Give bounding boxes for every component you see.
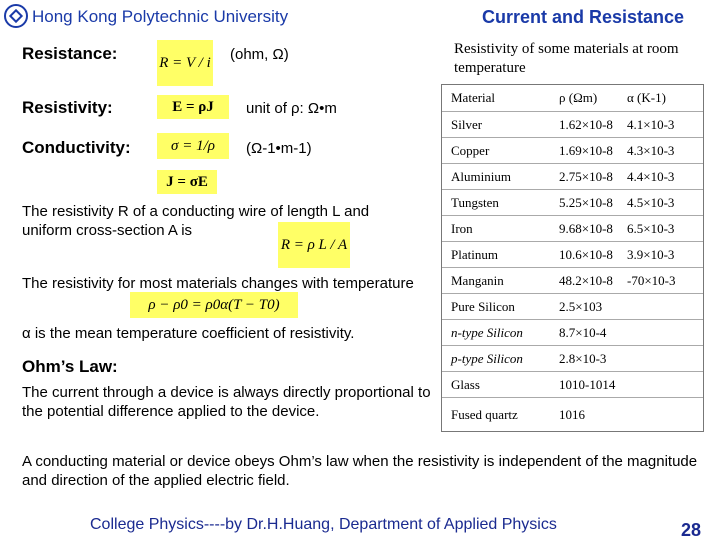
resistivity-value: 1016 [559, 407, 585, 422]
material-name: Silver [451, 117, 483, 132]
material-name: Manganin [451, 273, 504, 288]
resistivity-value: 5.25×10-8 [559, 195, 613, 210]
conductivity-unit: (Ω-1•m-1) [246, 140, 312, 157]
table-row [442, 345, 703, 372]
alpha-text: α is the mean temperature coefficient of resistivity. [22, 325, 355, 342]
alpha-value: 4.5×10-3 [627, 195, 675, 210]
resistivity-value: 2.8×10-3 [559, 351, 607, 366]
material-name: p-type Silicon [451, 351, 523, 366]
resistance-equation: R = V / i [157, 40, 213, 86]
table-row [442, 137, 703, 164]
alpha-value: 4.1×10-3 [627, 117, 675, 132]
wire-resistance-text: The resistivity R of a conducting wire of length L and uniform cross-section A is [22, 203, 370, 239]
alpha-value: 4.4×10-3 [627, 169, 675, 184]
resistivity-value: 8.7×10-4 [559, 325, 607, 340]
page-number: 28 [681, 520, 702, 540]
table-caption: Resistivity of some materials at room temperature [454, 41, 679, 76]
wire-resistance-equation: R = ρ L / A [278, 222, 350, 268]
table-row [442, 319, 703, 346]
material-name: Copper [451, 143, 490, 158]
resistivity-equation: E = ρJ [157, 95, 229, 119]
alpha-value: 6.5×10-3 [627, 221, 675, 236]
resistivity-value: 48.2×10-8 [559, 273, 613, 288]
material-name: Aluminium [451, 169, 511, 184]
alpha-value: -70×10-3 [627, 273, 676, 288]
ohms-law-paragraph-2: A conducting material or device obeys Ohm’s law when the resistivity is independent of the magnitude and direction of the applied electric field. [22, 453, 698, 489]
table-row [442, 371, 703, 398]
table-row [442, 241, 703, 268]
material-name: Pure Silicon [451, 299, 515, 314]
table-row [442, 293, 703, 320]
conductivity-equation: σ = 1/ρ [157, 133, 229, 159]
ohms-law-title: Ohm’s Law: [22, 357, 118, 376]
alpha-value: 4.3×10-3 [627, 143, 675, 158]
header-alpha: α (K-1) [627, 90, 666, 105]
table-row [442, 163, 703, 190]
temperature-equation: ρ − ρ0 = ρ0α(T − T0) [130, 292, 298, 318]
conductivity-label: Conductivity: [22, 138, 131, 157]
material-name: Iron [451, 221, 473, 236]
material-name: Fused quartz [451, 407, 518, 422]
material-name: Glass [451, 377, 480, 392]
resistivity-value: 9.68×10-8 [559, 221, 613, 236]
header-resistivity: ρ (Ωm) [559, 90, 598, 105]
resistivity-value: 2.75×10-8 [559, 169, 613, 184]
resistivity-value: 1010-1014 [559, 377, 616, 392]
current-density-equation: J = σE [157, 170, 217, 194]
material-name: Tungsten [451, 195, 499, 210]
table-row [442, 267, 703, 294]
university-logo-icon [4, 4, 28, 28]
resistivity-unit: unit of ρ: Ω•m [246, 100, 337, 117]
resistivity-table [441, 84, 704, 432]
material-name: Platinum [451, 247, 498, 262]
resistance-unit: (ohm, Ω) [230, 46, 289, 63]
footer-credit: College Physics----by Dr.H.Huang, Department of Applied Physics [90, 516, 557, 533]
ohms-law-paragraph-1: The current through a device is always directly proportional to the potential difference applied to the device. [22, 384, 431, 420]
alpha-value: 3.9×10-3 [627, 247, 675, 262]
table-row [442, 215, 703, 242]
resistivity-value: 1.69×10-8 [559, 143, 613, 158]
header-material: Material [451, 90, 496, 105]
table-row [442, 189, 703, 216]
temperature-text: The resistivity for most materials changes with temperature [22, 275, 414, 292]
university-name: Hong Kong Polytechnic University [32, 7, 289, 26]
table-row [442, 111, 703, 138]
slide-title: Current and Resistance [482, 7, 685, 27]
table-row [442, 397, 703, 432]
resistivity-label: Resistivity: [22, 98, 113, 117]
resistivity-value: 2.5×103 [559, 299, 603, 314]
table-header-row [442, 85, 703, 111]
resistivity-value: 10.6×10-8 [559, 247, 613, 262]
material-name: n-type Silicon [451, 325, 523, 340]
resistivity-value: 1.62×10-8 [559, 117, 613, 132]
resistance-label: Resistance: [22, 44, 118, 63]
